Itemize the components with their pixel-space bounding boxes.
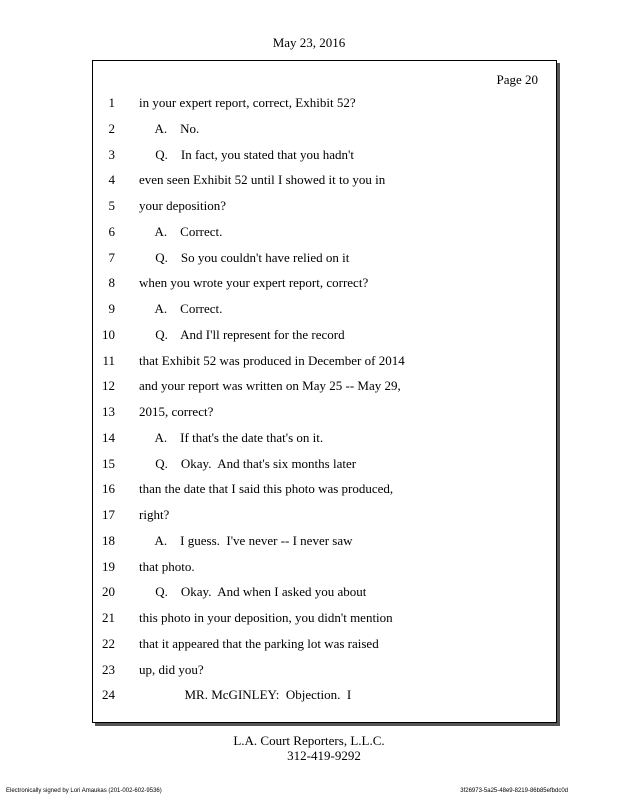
line-number: 5	[108, 198, 115, 213]
line-text: Q. Okay. And that's six months later	[139, 455, 357, 471]
transcript-line	[93, 456, 533, 476]
transcript-line	[93, 636, 533, 656]
transcript-line	[93, 687, 533, 707]
line-number: 22	[102, 635, 115, 651]
transcript-line	[93, 250, 533, 270]
line-text: right?	[139, 507, 170, 522]
line-number: 16	[102, 481, 115, 497]
line-number: 1	[108, 95, 115, 110]
line-text: MR. McGINLEY: Objection. I	[139, 687, 352, 703]
transcript-line	[93, 224, 533, 244]
page-number: Page 20	[496, 72, 538, 87]
transcript-line	[93, 327, 533, 347]
line-text: your deposition?	[139, 198, 227, 213]
transcript-line	[93, 533, 533, 553]
line-number: 15	[102, 455, 115, 471]
line-number: 21	[102, 610, 115, 625]
line-number: 3	[108, 146, 115, 162]
line-text: A. Correct.	[139, 301, 223, 316]
transcript-line	[93, 147, 533, 167]
line-number: 4	[108, 172, 115, 188]
transcript-line	[93, 121, 533, 141]
transcript-line	[93, 507, 533, 527]
line-number: 10	[102, 326, 115, 342]
line-number: 8	[108, 275, 115, 291]
line-text: up, did you?	[139, 661, 204, 677]
line-number: 24	[102, 687, 115, 703]
line-text: even seen Exhibit 52 until I showed it to you in	[139, 172, 386, 188]
line-number: 9	[108, 301, 115, 316]
document-hash: 3f26973-5a25-48e9-8219-86b85efbdc0d	[460, 788, 568, 794]
transcript-line	[93, 430, 533, 450]
line-text: that photo.	[139, 558, 195, 574]
line-text: Q. Okay. And when I asked you about	[139, 584, 367, 600]
line-number: 14	[102, 429, 115, 445]
transcript-line	[93, 198, 533, 218]
line-text: Q. And I'll represent for the record	[139, 326, 345, 342]
line-text: A. If that's the date that's on it.	[139, 429, 324, 445]
transcript-line	[93, 172, 533, 192]
transcript-line	[93, 584, 533, 604]
transcript-line	[93, 559, 533, 579]
transcript-date: May 23, 2016	[272, 35, 346, 50]
transcript-page	[92, 60, 557, 723]
line-text: A. Correct.	[139, 223, 223, 239]
reporter-phone: 312-419-9292	[287, 748, 361, 763]
line-text: that Exhibit 52 was produced in December of 2014	[139, 352, 405, 368]
line-text: this photo in your deposition, you didn't mention	[139, 610, 393, 625]
line-number: 20	[102, 584, 115, 600]
line-text: in your expert report, correct, Exhibit 52?	[139, 95, 356, 110]
transcript-line	[93, 378, 533, 398]
line-text: A. I guess. I've never -- I never saw	[139, 532, 353, 548]
transcript-line	[93, 301, 533, 321]
transcript-line	[93, 95, 533, 115]
line-number: 23	[102, 661, 115, 677]
line-number: 6	[108, 223, 115, 239]
transcript-line	[93, 404, 533, 424]
electronic-signature: Electronically signed by Lori Amaukas (201-002-602-9536)	[6, 788, 162, 794]
line-text: A. No.	[139, 120, 200, 136]
line-number: 13	[102, 404, 115, 419]
line-text: 2015, correct?	[139, 404, 214, 419]
line-text: when you wrote your expert report, correct?	[139, 275, 369, 291]
transcript-line	[93, 481, 533, 501]
line-text: Q. In fact, you stated that you hadn't	[139, 146, 354, 162]
reporter-company: L.A. Court Reporters, L.L.C.	[233, 733, 385, 748]
line-number: 11	[102, 352, 115, 368]
line-text: that it appeared that the parking lot was raised	[139, 635, 379, 651]
line-number: 12	[102, 378, 115, 394]
transcript-line	[93, 662, 533, 682]
line-text: and your report was written on May 25 -- May 29,	[139, 378, 401, 394]
line-number: 18	[102, 532, 115, 548]
line-text: Q. So you couldn't have relied on it	[139, 249, 350, 265]
line-number: 2	[108, 120, 115, 136]
transcript-line	[93, 610, 533, 630]
line-text: than the date that I said this photo was produced,	[139, 481, 394, 497]
transcript-line	[93, 353, 533, 373]
line-number: 7	[108, 249, 115, 265]
transcript-line	[93, 275, 533, 295]
line-number: 17	[102, 507, 115, 522]
line-number: 19	[102, 558, 115, 574]
